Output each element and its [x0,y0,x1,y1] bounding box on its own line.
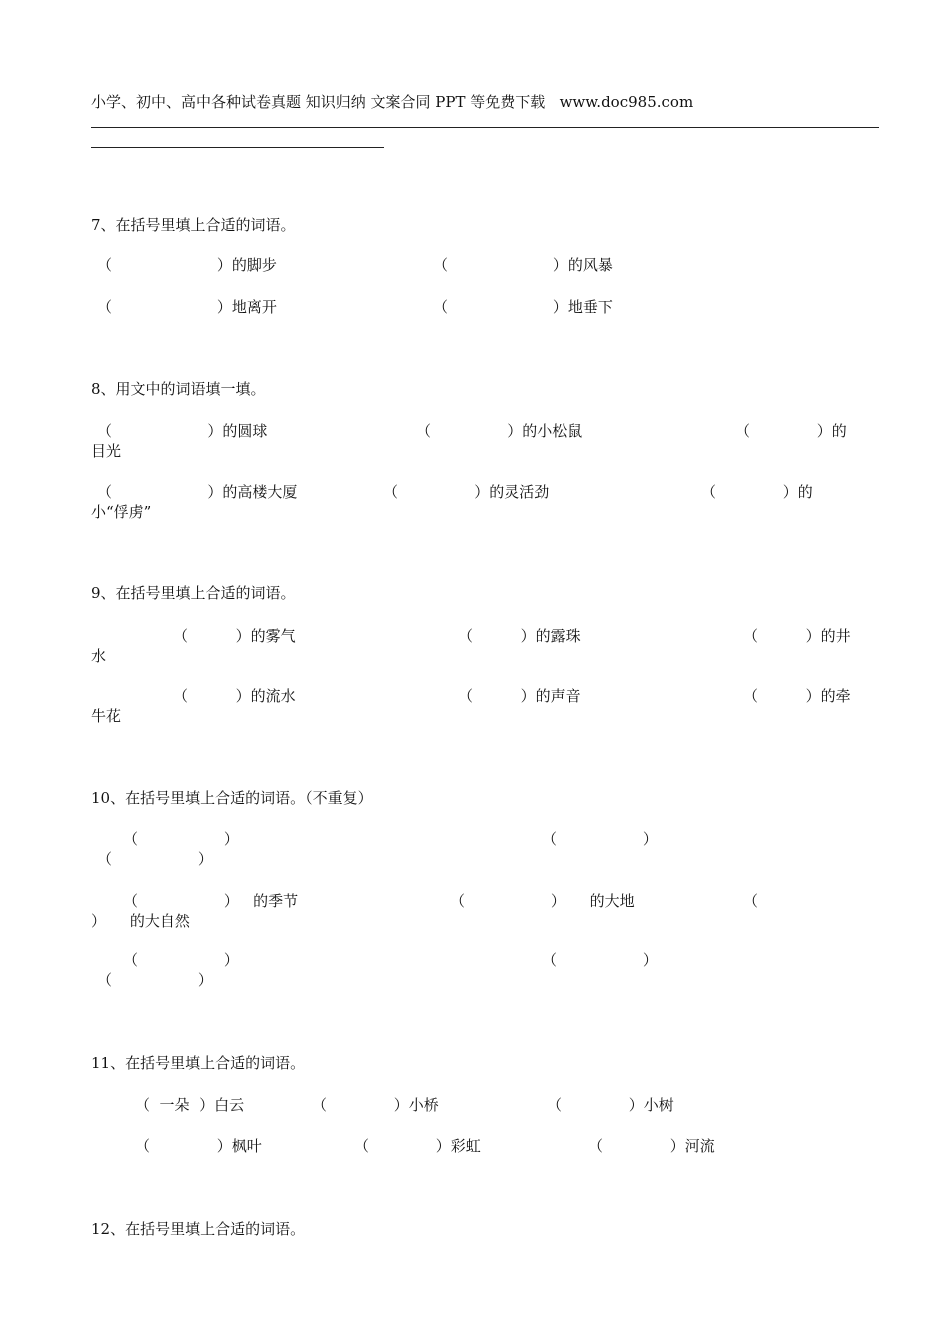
q7-row1-b: （ ）的风暴 [433,256,613,274]
q8-row1-wrap: 目光 [91,442,122,460]
q12-title: 12、在括号里填上合适的词语。 [91,1220,306,1238]
q11-row1-a: （ 一朵 ）白云 [135,1096,245,1114]
q9-row1-wrap: 水 [91,647,107,665]
q10-row2-a: （ ） 的季节 [123,892,299,910]
q8-row1-b: （ ）的小松鼠 [416,422,583,440]
q9-row2-wrap: 牛花 [91,707,122,725]
q7-title: 7、在括号里填上合适的词语。 [91,216,296,234]
q10-row3-wrap: （ ） [97,971,213,989]
q8-row2-a: （ ）的高楼大厦 [97,483,298,501]
q9-title: 9、在括号里填上合适的词语。 [91,584,296,602]
q8-row1-c: （ ）的 [735,422,847,440]
q9-row2-b: （ ）的声音 [458,687,581,705]
q10-row2-c: （ [743,892,759,910]
q8-row2-c: （ ）的 [701,483,813,501]
q7-row1-a: （ ）的脚步 [97,256,277,274]
q11-title: 11、在括号里填上合适的词语。 [91,1054,306,1072]
q8-row2-b: （ ）的灵活劲 [383,483,550,501]
q10-title: 10、在括号里填上合适的词语。（不重复） [91,789,373,807]
q11-row1-b: （ ）小桥 [312,1096,439,1114]
q11-row2-b: （ ）彩虹 [354,1137,481,1155]
q7-row2-b: （ ）地垂下 [433,298,613,316]
q10-row3-a: （ ） [123,951,239,969]
q10-row1-wrap: （ ） [97,850,213,868]
q9-row1-b: （ ）的露珠 [458,627,581,645]
q10-row2-b: （ ） 的大地 [450,892,635,910]
q11-row2-c: （ ）河流 [588,1137,715,1155]
q10-row3-b: （ ） [542,951,658,969]
q9-row1-a: （ ）的雾气 [173,627,296,645]
page-header: 小学、初中、高中各种试卷真题 知识归纳 文案合同 PPT 等免费下载 www.doc985.com [91,93,694,111]
q10-row1-a: （ ） [123,830,239,848]
q11-row2-a: （ ）枫叶 [135,1137,262,1155]
q9-row2-a: （ ）的流水 [173,687,296,705]
q8-row1-a: （ ）的圆球 [97,422,268,440]
header-rule-short [91,147,384,148]
q7-row2-a: （ ）地离开 [97,298,277,316]
q11-row1-c: （ ）小树 [547,1096,674,1114]
q10-row1-b: （ ） [542,830,658,848]
header-rule [91,127,879,128]
q9-row1-c: （ ）的井 [743,627,851,645]
q8-row2-wrap: 小“俘虏” [91,503,152,521]
q9-row2-c: （ ）的牵 [743,687,851,705]
q10-row2-wrap: ） 的大自然 [91,912,190,930]
q8-title: 8、用文中的词语填一填。 [91,380,266,398]
